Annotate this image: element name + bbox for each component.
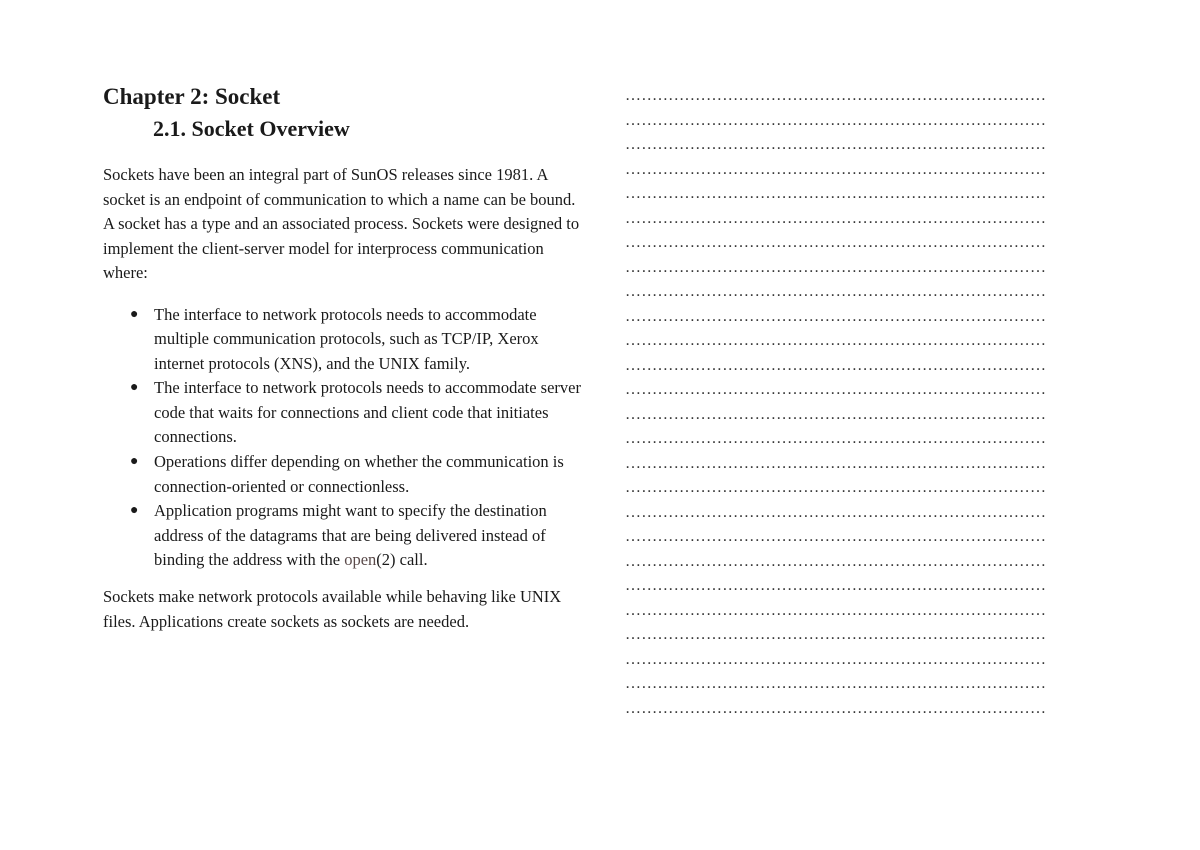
notes-dotted-line: ……………………………………………………………………	[625, 87, 1047, 104]
bullet-icon: ●	[130, 380, 139, 396]
notes-dotted-line: ……………………………………………………………………	[625, 405, 1047, 423]
notes-dotted-line: ……………………………………………………………………	[625, 160, 1047, 178]
list-item-text: The interface to network protocols needs to accommodate server code that waits for connections and client code that initiates connections.	[154, 378, 581, 447]
notes-dotted-line: ……………………………………………………………………	[625, 528, 1047, 545]
notes-dotted-line: ……………………………………………………………………	[625, 111, 1047, 129]
notes-dotted-line: ……………………………………………………………………	[625, 283, 1047, 300]
notes-dotted-line: ……………………………………………………………………	[625, 356, 1047, 374]
notes-dotted-line: ……………………………………………………………………	[625, 650, 1047, 668]
notes-dotted-line: ……………………………………………………………………	[625, 185, 1047, 202]
bullet-icon: ●	[130, 454, 139, 470]
text-column	[103, 82, 583, 634]
notes-dotted-line: ……………………………………………………………………	[625, 258, 1047, 276]
notes-dotted-line: ……………………………………………………………………	[625, 381, 1047, 398]
chapter-title: Chapter 2: Socket	[103, 84, 281, 109]
notes-dotted-line: ……………………………………………………………………	[625, 503, 1047, 521]
notes-dotted-line: ……………………………………………………………………	[625, 626, 1047, 643]
list-item	[103, 376, 583, 450]
list-item-text: Operations differ depending on whether the communication is connection-oriented or connectionless.	[154, 452, 564, 496]
list-item	[103, 499, 583, 573]
notes-dotted-line: ……………………………………………………………………	[625, 454, 1047, 472]
notes-dotted-line: ……………………………………………………………………	[625, 675, 1047, 692]
notes-dotted-line: ……………………………………………………………………	[625, 552, 1047, 570]
list-item-text: The interface to network protocols needs to accommodate multiple communication protocols, such as TCP/IP, Xerox internet protocols (XNS), and the UNIX family.	[154, 304, 539, 373]
bullet-icon: ●	[130, 306, 139, 322]
command-name: open	[344, 550, 377, 570]
section-title: 2.1. Socket Overview	[153, 116, 350, 141]
notes-dotted-line: ……………………………………………………………………	[625, 234, 1047, 251]
notes-dotted-line: ……………………………………………………………………	[625, 307, 1047, 325]
list-item-text-end: (2) call.	[376, 550, 428, 570]
notes-dotted-line: ……………………………………………………………………	[625, 699, 1047, 717]
bullet-icon: ●	[130, 503, 139, 519]
notes-dotted-line: ……………………………………………………………………	[625, 577, 1047, 594]
intro-paragraph: Sockets have been an integral part of SunOS releases since 1981. A socket is an endpoint of communication to which a name can be bound. A socket has a type and an associated process. Sockets were designed to implement the client-server model for interprocess communication where:	[103, 165, 580, 282]
list-item-text: Application programs might want to specify the destination address of the datagrams that are being delivered instead of binding the address with the	[154, 501, 547, 570]
list-item	[103, 303, 583, 377]
notes-dotted-line: ……………………………………………………………………	[625, 601, 1047, 619]
list-item	[103, 450, 583, 499]
notes-dotted-line: ……………………………………………………………………	[625, 479, 1047, 496]
closing-paragraph: Sockets make network protocols available while behaving like UNIX files. Applications create sockets as sockets are needed.	[103, 587, 562, 631]
notes-dotted-line: ……………………………………………………………………	[625, 332, 1047, 349]
notes-dotted-line: ……………………………………………………………………	[625, 136, 1047, 153]
bullet-list	[103, 303, 583, 574]
notes-dotted-line: ……………………………………………………………………	[625, 430, 1047, 447]
notes-column	[625, 84, 1095, 721]
notes-dotted-line: ……………………………………………………………………	[625, 209, 1047, 227]
